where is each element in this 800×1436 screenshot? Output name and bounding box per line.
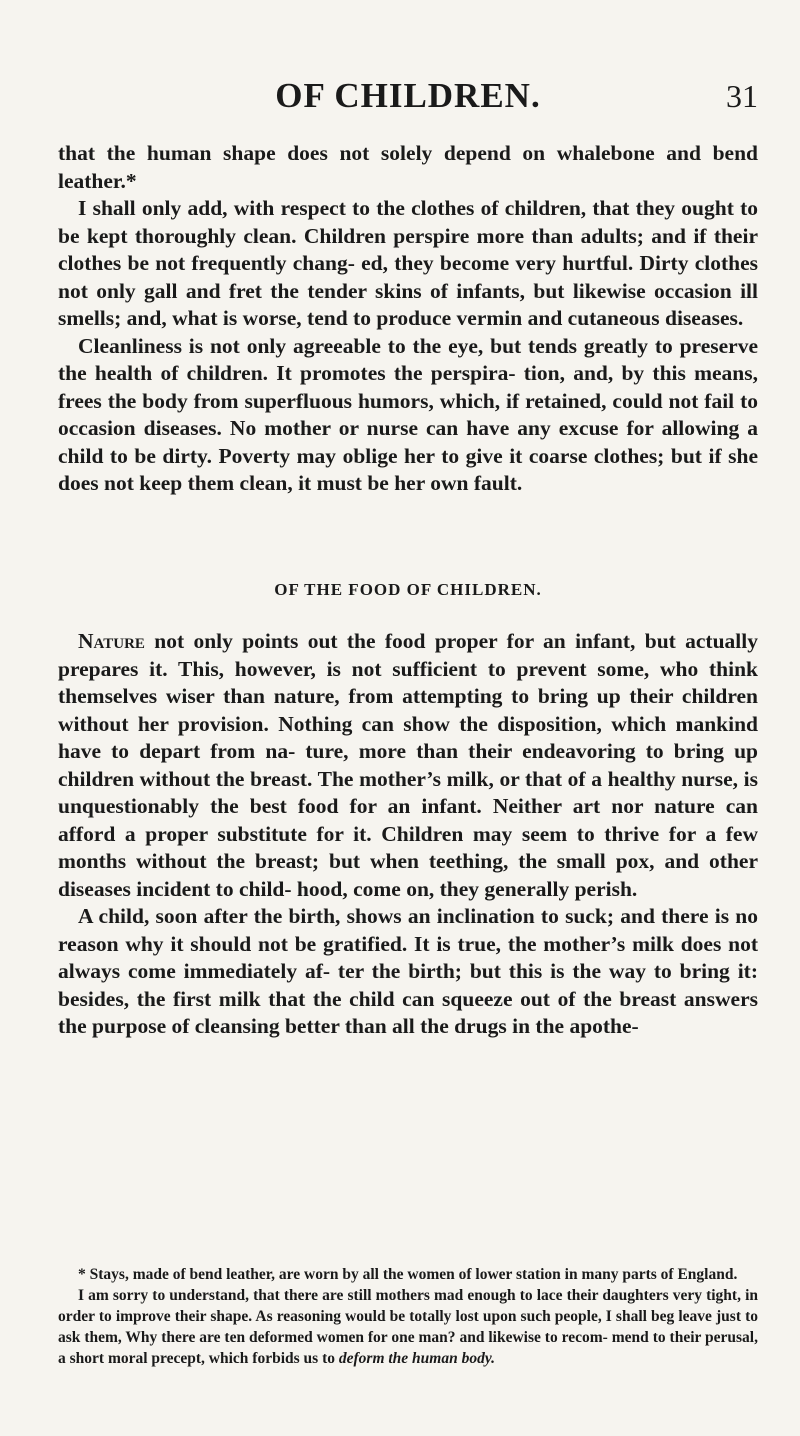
paragraph: Cleanliness is not only agreeable to the eye, but tends greatly to preserve the health of children. It promotes the perspira- tion, and, by this means, frees the body from superfluous humors, which, if retained, could not fail to occasion diseases. No mother or nurse can have any excuse for allowing a child to be dirty. Poverty may oblige her to give it coarse clothes; but if she does not keep them clean, it must be her own fault.	[58, 333, 758, 495]
body-text-section	[58, 628, 758, 1041]
section-heading: OF THE FOOD OF CHILDREN.	[274, 580, 542, 599]
paragraph: I shall only add, with respect to the clothes of children, that they ought to be kept thoroughly clean. Children perspire more than adults; and if their clothes be not frequently chang- ed, they become very hurtful. Dirty clothes not only gall and fret the tender skins of infants, but likewise occasion ill smells; and, what is worse, tend to produce vermin and cutaneous diseases.	[58, 196, 758, 330]
page-number: 31	[726, 78, 758, 114]
running-head	[58, 76, 758, 116]
footnote-italic-text: deform the human body.	[338, 1350, 496, 1367]
paragraph: that the human shape does not solely depend on whalebone and bend leather.*	[58, 141, 758, 193]
footnote	[58, 1285, 758, 1369]
paragraph: A child, soon after the birth, shows an inclination to suck; and there is no reason why it should not be gratified. It is true, the mother’s milk does not always come immediately af- ter the birth; but this is the way to bring it: besides, the first milk that the child can squeeze out of the breast answers the purpose of cleansing better than all the drugs in the apothe-	[58, 904, 758, 1038]
body-text-top	[58, 140, 758, 498]
footnotes	[58, 1264, 758, 1369]
lead-word: Nature	[78, 629, 145, 653]
running-head-title: OF CHILDREN.	[275, 76, 541, 115]
footnote: * Stays, made of bend leather, are worn by all the women of lower station in many parts of England.	[78, 1266, 738, 1283]
paragraph	[58, 628, 758, 903]
footnote-text: I am sorry to understand, that there are still mothers mad enough to lace their daughters very tight, in order to improve their shape. As reasoning would be totally lost upon such people, I shall beg leave just to ask them, Why there are ten deformed women for one man? and likewise to recom- mend to their perusal, a short moral precept, which forbids us to	[58, 1287, 758, 1367]
paragraph-text: not only points out the food proper for an infant, but actually prepares it. This, however, is not sufficient to prevent some, who think themselves wiser than nature, from attempting to bring up their children without her provision. Nothing can show the disposition, which mankind have to depart from na- ture, more than their endeavoring to bring up children without the breast. The mother’s milk, or that of a healthy nurse, is unquestionably the best food for an infant. Neither art nor nature can afford a proper substitute for it. Children may seem to thrive for a few months without the breast; but when teething, the small pox, and other diseases incident to child- hood, come on, they generally perish.	[58, 629, 758, 901]
